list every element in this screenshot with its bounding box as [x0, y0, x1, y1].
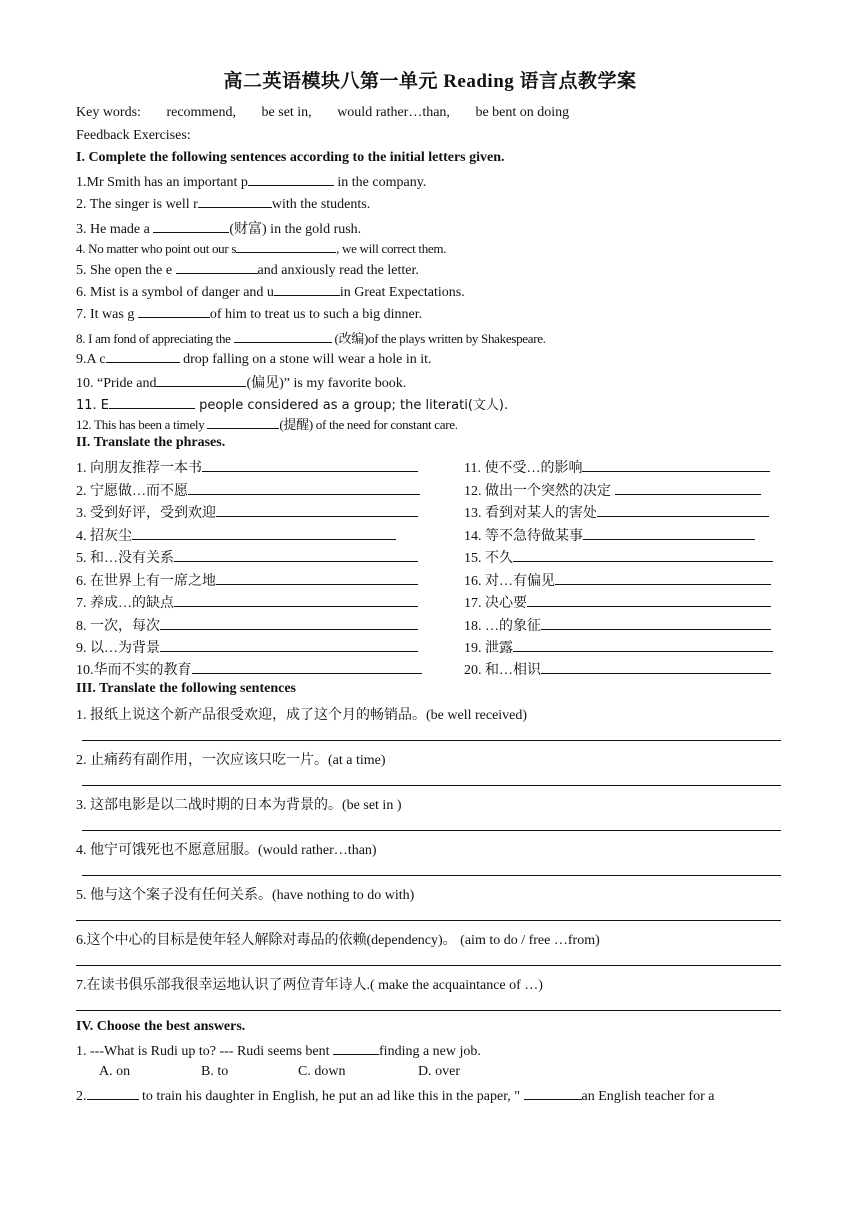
answer-blank[interactable] — [176, 261, 258, 274]
answer-blank[interactable] — [207, 416, 279, 429]
item-text: 12. This has been a timely — [76, 417, 208, 432]
phrase-text: 11. 使不受…的影响 — [464, 461, 583, 476]
key-word: be bent on doing — [475, 105, 570, 120]
phrase-text: 16. 对…有偏见 — [464, 574, 555, 589]
key-word: would rather…than, — [337, 105, 450, 120]
item-text: (提醒) of the need for constant care. — [279, 417, 458, 432]
phrase-text: 17. 决心要 — [464, 596, 527, 611]
answer-blank[interactable] — [202, 459, 418, 472]
fill-item — [76, 283, 465, 301]
fill-item — [76, 173, 426, 191]
answer-blank[interactable] — [106, 350, 180, 363]
phrase-item — [464, 615, 771, 635]
fill-item — [76, 350, 432, 368]
answer-blank[interactable] — [132, 527, 396, 540]
item-text: 5. She open the e — [76, 263, 176, 278]
answer-blank[interactable] — [192, 661, 422, 674]
page-title: 高二英语模块八第一单元 Reading 语言点教学案 — [223, 71, 637, 92]
answer-blank[interactable] — [234, 330, 332, 343]
item-text: drop falling on a stone will wear a hole in it. — [179, 352, 432, 367]
answer-blank[interactable] — [174, 549, 418, 562]
item-text: 8. I am fond of appreciating the — [76, 331, 234, 346]
answer-blank[interactable] — [248, 173, 334, 186]
mc-question — [76, 1042, 481, 1060]
phrase-text: 8. 一次，每次 — [76, 619, 160, 634]
phrase-text: 5. 和…没有关系 — [76, 551, 174, 566]
phrase-item — [76, 570, 418, 590]
answer-blank[interactable] — [153, 220, 229, 233]
translate-prompt: 1. 报纸上说这个新产品很受欢迎，成了这个月的畅销品。(be well received) — [76, 708, 528, 723]
translate-prompt: 3. 这部电影是以二战时期的日本为背景的。(be set in ) — [76, 798, 402, 813]
fill-item — [76, 240, 446, 257]
phrase-item — [464, 525, 755, 545]
feedback-label: Feedback Exercises: — [76, 128, 191, 143]
question-text: to train his daughter in English, he put an ad like this in the paper, " — [138, 1089, 524, 1104]
answer-line[interactable] — [82, 740, 781, 741]
option-a[interactable]: A. on — [99, 1064, 131, 1079]
answer-blank[interactable] — [583, 527, 755, 540]
item-text: of him to treat us to such a big dinner. — [209, 307, 423, 322]
translate-prompt: 5. 他与这个案子没有任何关系。(have nothing to do with) — [76, 888, 415, 903]
option-b[interactable]: B. to — [201, 1064, 229, 1079]
answer-line[interactable] — [76, 920, 781, 921]
answer-blank[interactable] — [541, 617, 771, 630]
answer-line[interactable] — [82, 785, 781, 786]
phrase-text: 18. …的象征 — [464, 619, 541, 634]
key-word: recommend, — [166, 105, 237, 120]
answer-blank[interactable] — [582, 459, 770, 472]
item-text: 2. The singer is well r — [76, 197, 198, 212]
phrase-item — [464, 637, 773, 657]
answer-blank[interactable] — [109, 396, 195, 409]
item-text: , we will correct them. — [336, 241, 447, 256]
fill-item — [76, 414, 458, 433]
answer-blank[interactable] — [541, 661, 771, 674]
answer-blank[interactable] — [615, 482, 761, 495]
item-text: 7. It was g — [76, 307, 138, 322]
item-text: people considered as a group; the literati(文人). — [195, 398, 509, 413]
phrase-text: 4. 招灰尘 — [76, 529, 132, 544]
phrase-text: 2. 宁愿做…而不愿 — [76, 484, 188, 499]
phrase-text: 13. 看到对某人的害处 — [464, 506, 597, 521]
answer-blank[interactable] — [174, 594, 418, 607]
answer-blank[interactable] — [513, 549, 773, 562]
phrase-item — [76, 525, 396, 545]
phrase-text: 12. 做出一个突然的决定 — [464, 484, 615, 499]
fill-item — [76, 394, 508, 413]
phrase-item — [76, 502, 418, 522]
phrase-item — [464, 592, 771, 612]
phrase-text: 6. 在世界上有一席之地 — [76, 574, 216, 589]
item-text: 1.Mr Smith has an important p — [76, 175, 248, 190]
fill-item — [76, 261, 419, 279]
phrase-text: 20. 和…相识 — [464, 663, 541, 678]
item-text: (偏见)” is my favorite book. — [246, 376, 407, 391]
option-c[interactable]: C. down — [298, 1064, 346, 1079]
phrase-item — [76, 592, 418, 612]
fill-item — [76, 372, 406, 392]
item-text: 4. No matter who point out our s — [76, 241, 237, 256]
section3-heading: III. Translate the following sentences — [76, 681, 296, 696]
answer-blank[interactable] — [216, 572, 418, 585]
item-text: 9.A c — [76, 352, 106, 367]
fill-item — [76, 305, 422, 323]
answer-blank[interactable] — [87, 1087, 139, 1100]
item-text: in Great Expectations. — [339, 285, 465, 300]
answer-line[interactable] — [76, 1010, 781, 1011]
item-text: with the students. — [271, 197, 371, 212]
key-word: be set in, — [261, 105, 312, 120]
phrase-item — [464, 457, 770, 477]
fill-item — [76, 218, 361, 238]
translate-prompt: 6.这个中心的目标是使年轻人解除对毒品的依赖(dependency)。 (aim to do / free …from) — [76, 933, 600, 948]
answer-blank[interactable] — [555, 572, 771, 585]
phrase-item — [464, 547, 773, 567]
item-text: (改编)of the plays written by Shakespeare. — [331, 331, 546, 346]
phrase-text: 19. 泄露 — [464, 641, 513, 656]
answer-blank[interactable] — [198, 195, 272, 208]
phrase-item — [464, 502, 769, 522]
question-text: 1. ---What is Rudi up to? --- Rudi seems bent — [76, 1044, 334, 1059]
mc-question — [76, 1087, 714, 1105]
answer-blank[interactable] — [527, 594, 771, 607]
phrase-item — [76, 659, 422, 679]
item-text: 6. Mist is a symbol of danger and u — [76, 285, 274, 300]
phrase-text: 1. 向朋友推荐一本书 — [76, 461, 202, 476]
phrase-item — [76, 615, 418, 635]
answer-blank[interactable] — [333, 1042, 379, 1055]
phrase-text: 10.华而不实的教育 — [76, 663, 192, 678]
translate-prompt: 4. 他宁可饿死也不愿意屈服。(would rather…than) — [76, 843, 377, 858]
phrase-text: 15. 不久 — [464, 551, 513, 566]
answer-blank[interactable] — [160, 639, 418, 652]
item-text: (财富) in the gold rush. — [229, 222, 362, 237]
item-text: and anxiously read the letter. — [257, 263, 419, 278]
item-text: in the company. — [333, 175, 427, 190]
phrase-text: 3. 受到好评，受到欢迎 — [76, 506, 216, 521]
phrase-item — [76, 480, 420, 500]
answer-line[interactable] — [76, 965, 781, 966]
translate-prompt: 2. 止痛药有副作用，一次应该只吃一片。(at a time) — [76, 753, 386, 768]
phrase-item — [76, 637, 418, 657]
option-d[interactable]: D. over — [418, 1064, 460, 1079]
question-text: finding a new job. — [379, 1044, 481, 1059]
answer-blank[interactable] — [597, 504, 769, 517]
question-text: 2. — [76, 1089, 87, 1104]
question-text: an English teacher for a — [581, 1089, 715, 1104]
section4-heading: IV. Choose the best answers. — [76, 1019, 246, 1034]
answer-blank[interactable] — [138, 305, 210, 318]
answer-blank[interactable] — [216, 504, 418, 517]
phrase-item — [464, 570, 771, 590]
item-text: 3. He made a — [76, 222, 154, 237]
answer-blank[interactable] — [188, 482, 420, 495]
answer-blank[interactable] — [274, 283, 340, 296]
section1-heading: I. Complete the following sentences according to the initial letters given. — [76, 150, 505, 165]
answer-blank[interactable] — [236, 240, 336, 253]
phrase-text: 14. 等不急待做某事 — [464, 529, 583, 544]
phrase-item — [464, 480, 761, 500]
fill-item — [76, 328, 546, 347]
answer-blank[interactable] — [524, 1087, 582, 1100]
key-words-line — [76, 105, 591, 121]
phrase-item — [76, 457, 418, 477]
translate-prompt: 7.在读书俱乐部我很幸运地认识了两位青年诗人.( make the acquaintance of …) — [76, 978, 543, 993]
phrase-text: 7. 养成…的缺点 — [76, 596, 174, 611]
answer-line[interactable] — [82, 875, 781, 876]
item-text: 11. E — [76, 398, 110, 413]
section2-heading: II. Translate the phrases. — [76, 435, 226, 450]
item-text: 10. “Pride and — [76, 376, 157, 391]
phrase-text: 9. 以…为背景 — [76, 641, 160, 656]
fill-item — [76, 195, 370, 213]
answer-blank[interactable] — [513, 639, 773, 652]
key-words-label: Key words: — [76, 105, 141, 120]
phrase-item — [76, 547, 418, 567]
answer-line[interactable] — [82, 830, 781, 831]
phrase-item — [464, 659, 771, 679]
answer-blank[interactable] — [156, 374, 246, 387]
answer-blank[interactable] — [160, 617, 418, 630]
